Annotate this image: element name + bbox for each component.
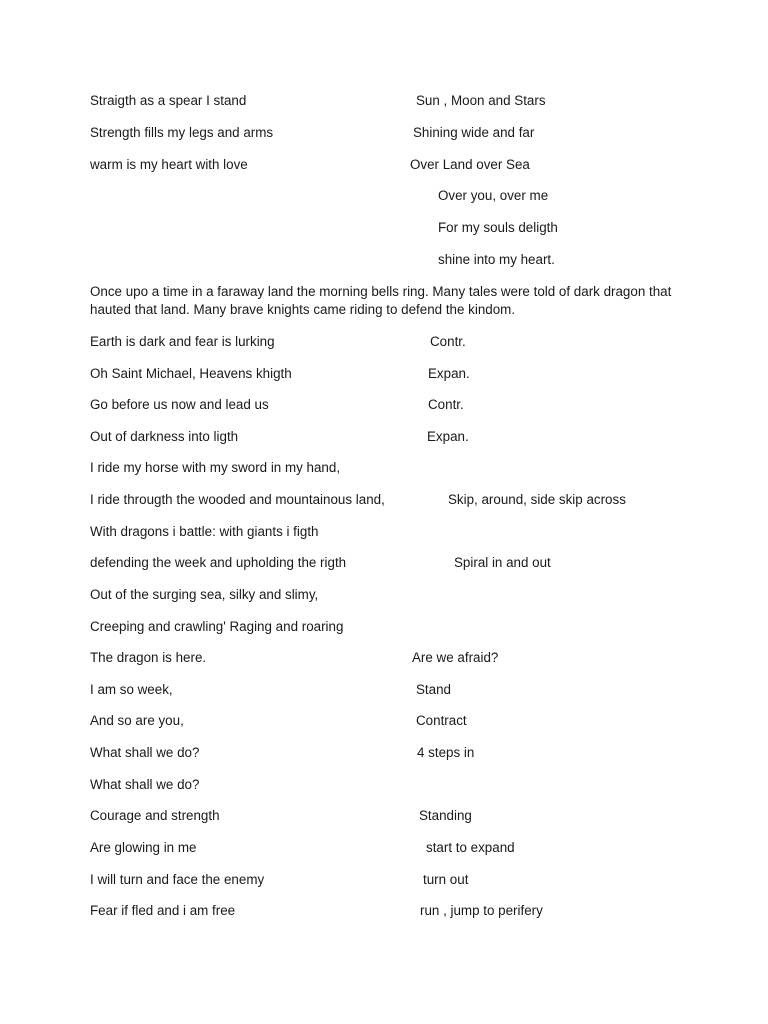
verse-line-left: And so are you, [90,713,184,728]
movement-cue: 4 steps in [417,745,475,760]
verse-line-left: Out of darkness into ligth [90,429,239,444]
movement-cue: Standing [419,808,472,823]
movement-cue: start to expand [426,840,515,855]
verse-line-left: What shall we do? [90,777,200,792]
verse-line-right: Sun , Moon and Stars [416,93,546,108]
movement-cue: Are we afraid? [412,650,499,665]
verse-line-right: Shining wide and far [413,125,535,140]
verse-line-left: I ride my horse with my sword in my hand, [90,460,341,475]
verse-line-left: Creeping and crawling' Raging and roaring [90,619,344,634]
verse-line-left: Out of the surging sea, silky and slimy, [90,587,319,602]
verse-line-left: Oh Saint Michael, Heavens khigth [90,366,292,381]
verse-line-left: The dragon is here. [90,650,207,665]
movement-cue: turn out [423,872,469,887]
verse-line-left: I will turn and face the enemy [90,872,265,887]
verse-line-left: Strength fills my legs and arms [90,125,274,140]
movement-cue: Expan. [428,366,470,381]
movement-cue: Expan. [427,429,469,444]
movement-cue: Contr. [428,397,464,412]
verse-line-right: Over you, over me [438,188,549,203]
verse-line-left: What shall we do? [90,745,200,760]
verse-line-left: Fear if fled and i am free [90,903,236,918]
verse-line-left: defending the week and upholding the rigth [90,555,347,570]
verse-line-right: shine into my heart. [438,252,555,267]
story-paragraph: Once upo a time in a faraway land the morning bells ring. Many tales were told of dark dragon that hauted that land. Many brave knights came riding to defend the kindom. [90,284,672,317]
movement-cue: Spiral in and out [454,555,551,570]
verse-line-left: warm is my heart with love [90,157,248,172]
movement-cue: Stand [416,682,451,697]
verse-line-left: I am so week, [90,682,173,697]
movement-cue: Contract [416,713,467,728]
verse-line-left: I ride througth the wooded and mountainous land, [90,492,385,507]
verse-line-left: Courage and strength [90,808,220,823]
verse-line-left: With dragons i battle: with giants i figth [90,524,319,539]
verse-line-left: Are glowing in me [90,840,197,855]
verse-line-left: Earth is dark and fear is lurking [90,334,275,349]
verse-line-left: Straigth as a spear I stand [90,93,247,108]
verse-line-left: Go before us now and lead us [90,397,269,412]
movement-cue: Contr. [430,334,466,349]
movement-cue: run , jump to perifery [420,903,543,918]
verse-line-right: For my souls deligth [438,220,558,235]
verse-line-right: Over Land over Sea [410,157,530,172]
movement-cue: Skip, around, side skip across [448,492,626,507]
